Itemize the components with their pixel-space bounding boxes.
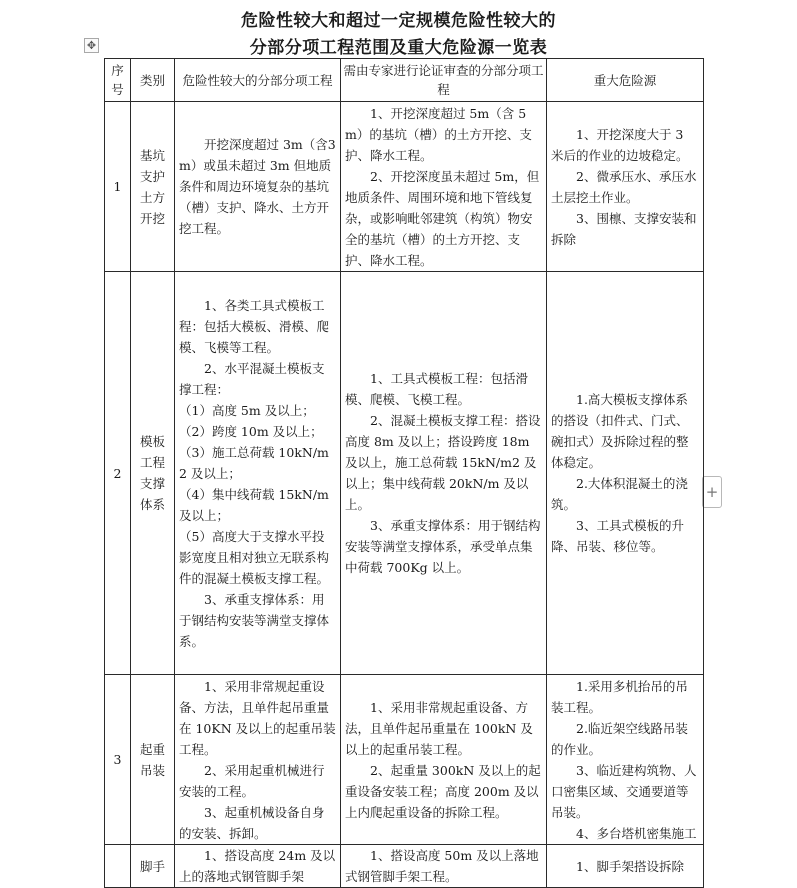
row-category: 基坑支护土方开挖 xyxy=(131,102,175,272)
cell-paragraph: 2、混凝土模板支撑工程：搭设高度 8m 及以上；搭设跨度 18m 及以上，施工总荷载 15kN/m2 及以上；集中线荷载 20kN/m 及以上。 xyxy=(345,413,541,512)
cell-paragraph: 2、采用起重机械进行安装的工程。 xyxy=(179,762,325,799)
row-hazard-cell xyxy=(547,845,704,888)
cell-paragraph: 1、脚手架搭设拆除 xyxy=(576,858,684,874)
cell-paragraph: 1.高大模板支撑体系的搭设（扣件式、门式、碗扣式）及拆除过程的整体稳定。 xyxy=(551,392,689,470)
header-category: 类别 xyxy=(131,59,175,102)
cell-paragraph: 2.临近架空线路吊装的作业。 xyxy=(551,720,688,757)
row-dangerous-cell xyxy=(175,102,341,272)
plus-icon[interactable]: + xyxy=(702,476,722,508)
cell-paragraph: 2、起重量 300kN 及以上的起重设备安装工程；高度 200m 及以上内爬起重设备的拆除工程。 xyxy=(345,762,541,820)
row-category: 脚手 xyxy=(131,845,175,888)
cell-paragraph: 2.大体积混凝土的浇筑。 xyxy=(551,476,688,512)
cell-paragraph: 1、开挖深度超过 5m（含 5m）的基坑（槽）的土方开挖、支护、降水工程。 xyxy=(345,105,532,163)
cell-paragraph: 3、围檩、支撑安装和拆除 xyxy=(551,210,697,247)
row-expert-cell xyxy=(341,845,547,888)
cell-paragraph: 1、搭设高度 24m 及以上的落地式钢管脚手架 xyxy=(179,848,336,884)
cell-paragraph: 3、工具式模板的升降、吊装、移位等。 xyxy=(551,518,684,554)
table-row xyxy=(105,675,704,845)
cell-paragraph: 2、开挖深度虽未超过 5m，但地质条件、周围环境和地下管线复杂，或影响毗邻建筑（构筑）物安全的基坑（槽）的土方开挖、支护、降水工程。 xyxy=(345,168,540,268)
row-hazard-cell xyxy=(547,272,704,675)
cell-paragraph: 3、起重机械设备自身的安装、拆卸。 xyxy=(179,804,325,841)
table-row xyxy=(105,102,704,272)
cell-paragraph: 1、各类工具式模板工程：包括大模板、滑模、爬模、飞模等工程。 xyxy=(179,297,330,355)
row-serial-number: 1 xyxy=(105,102,131,272)
row-expert-cell xyxy=(341,102,547,272)
cell-paragraph: 3、承重支撑体系：用于钢结构安装等满堂支撑体系。 xyxy=(179,591,330,649)
cell-paragraph: 2、水平混凝土模板支撑工程： xyxy=(179,360,325,397)
document-title-line-1: 危险性较大和超过一定规模危险性较大的 xyxy=(241,11,556,31)
row-expert-cell xyxy=(341,272,547,675)
header-expert-review-works: 需由专家进行论证审查的分部分项工程 xyxy=(341,59,547,102)
cell-paragraph: （4）集中线荷载 15kN/m 及以上； xyxy=(179,486,329,523)
row-serial-number: 3 xyxy=(105,675,131,845)
cell-paragraph: （2）跨度 10m 及以上； xyxy=(179,423,323,439)
row-dangerous-cell xyxy=(175,272,341,675)
cell-paragraph: 3、承重支撑体系：用于钢结构安装等满堂支撑体系，承受单点集中荷载 700Kg 以上。 xyxy=(345,518,541,575)
header-major-hazard: 重大危险源 xyxy=(547,59,704,102)
document-title-line-2: 分部分项工程范围及重大危险源一览表 xyxy=(249,38,548,58)
row-category: 模板工程支撑体系 xyxy=(131,272,175,675)
cell-paragraph: 开挖深度超过 3m（含3m）或虽未超过 3m 但地质条件和周边环境复杂的基坑（槽）支护、降水、土方开挖工程。 xyxy=(179,137,336,236)
row-expert-cell xyxy=(341,675,547,845)
row-dangerous-cell xyxy=(175,675,341,845)
row-dangerous-cell xyxy=(175,845,341,888)
table-row xyxy=(105,272,704,675)
row-serial-number: 2 xyxy=(105,272,131,675)
cell-paragraph: 1、搭设高度 50m 及以上落地式钢管脚手架工程。 xyxy=(345,848,539,884)
cell-paragraph: 1、采用非常规起重设备、方法，且单件起吊重量在 10KN 及以上的起重吊装工程。 xyxy=(179,678,336,757)
cell-paragraph: 3、临近建构筑物、人口密集区域、交通要道等吊装。 xyxy=(551,762,697,820)
cell-paragraph: 1、工具式模板工程：包括滑模、爬模、飞模工程。 xyxy=(345,371,528,407)
header-serial-number: 序号 xyxy=(105,59,131,102)
cell-paragraph: （1）高度 5m 及以上； xyxy=(179,402,315,418)
cell-paragraph: 1、开挖深度大于 3 米后的作业的边坡稳定。 xyxy=(551,126,689,163)
row-category: 起重吊装 xyxy=(131,675,175,845)
row-hazard-cell xyxy=(547,102,704,272)
table-header-row xyxy=(105,59,704,102)
header-dangerous-works: 危险性较大的分部分项工程 xyxy=(175,59,341,102)
cell-paragraph: （3）施工总荷载 10kN/m2 及以上； xyxy=(179,444,329,481)
cell-paragraph: 1、采用非常规起重设备、方法，且单件起吊重量在 100kN 及以上的起重吊装工程。 xyxy=(345,699,533,757)
cell-paragraph: 2、微承压水、承压水土层挖土作业。 xyxy=(551,168,697,205)
cell-paragraph: 4、多台塔机密集施工 xyxy=(576,825,697,841)
row-serial-number xyxy=(105,845,131,888)
table-row xyxy=(105,845,704,888)
cell-paragraph: （5）高度大于支撑水平投影宽度且相对独立无联系构件的混凝土模板支撑工程。 xyxy=(179,528,330,586)
cell-paragraph: 1.采用多机抬吊的吊装工程。 xyxy=(551,678,688,715)
hazard-table xyxy=(104,58,704,888)
move-arrows-icon[interactable]: ✥ xyxy=(84,38,99,53)
row-hazard-cell xyxy=(547,675,704,845)
